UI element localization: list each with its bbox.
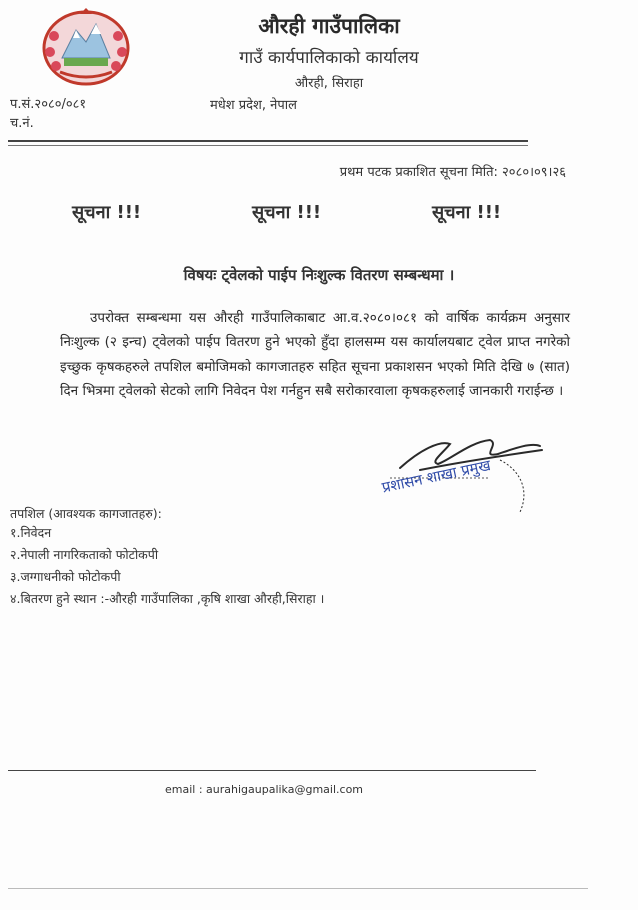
signatory-title: प्रशासन शाखा प्रमुख xyxy=(380,455,493,497)
details-item-2: २.नेपाली नागरिकताको फोटोकपी xyxy=(10,547,159,562)
location: औरही, सिराहा xyxy=(294,76,364,91)
published-date: प्रथम पटक प्रकाशित सूचना मिति: २०८०।०९।२६ xyxy=(339,165,566,180)
details-heading: तपशिल (आवश्यक कागजातहरु): xyxy=(10,506,162,521)
notice-body-text: उपरोक्त सम्बन्धमा यस औरही गाउँपालिकाबाट आ.व.२०८०।०८१ को वार्षिक कार्यक्रम अनुसार निःशुल्क (२ इन्च) ट्वेलको पाईप वितरण हुने भएको हुँदा हालसम्म यस कार्यालयबाट ट्वेल प्राप्त नगरेको इच्छुक कृषकहरुले तपशिल बमोजिमको कागजातहरु सहित सूचना प्रकाशसन भएको मिति देखि ७ (सात) दिन भित्रमा ट्वेलको सेटको लागि निवेदन पेश गर्नहुन सबै सरोकारवाला कृषकहरुलाई जानकारी गराईन्छ । xyxy=(60,310,570,399)
footer-email: email : aurahigaupalika@gmail.com xyxy=(164,783,364,796)
office-name: गाउँ कार्यपालिकाको कार्यालय xyxy=(239,48,419,68)
notice-label-right: सूचना !!! xyxy=(432,202,502,223)
notice-label-left: सूचना !!! xyxy=(72,202,142,223)
province: मधेश प्रदेश, नेपाल xyxy=(210,98,297,113)
subject-line: विषयः ट्वेलको पाईप निःशुल्क वितरण सम्बन्धमा । xyxy=(183,266,455,284)
reference-number: प.सं.२०८०/०८१ xyxy=(10,97,87,112)
details-item-1: १.निवेदन xyxy=(10,525,52,540)
header-divider-thin xyxy=(8,145,528,146)
org-name: औरही गाउँपालिका xyxy=(258,14,400,38)
dispatch-number: च.नं. xyxy=(10,116,34,131)
notice-body xyxy=(60,306,570,403)
footer-divider xyxy=(8,770,536,771)
details-item-4: ४.बितरण हुने स्थान :-औरही गाउँपालिका ,कृषि शाखा औरही,सिराहा । xyxy=(10,591,325,606)
page-bottom-edge xyxy=(8,888,588,889)
notice-label-center: सूचना !!! xyxy=(252,202,322,223)
details-item-3: ३.जग्गाधनीको फोटोकपी xyxy=(10,569,121,584)
header-divider xyxy=(8,140,528,142)
